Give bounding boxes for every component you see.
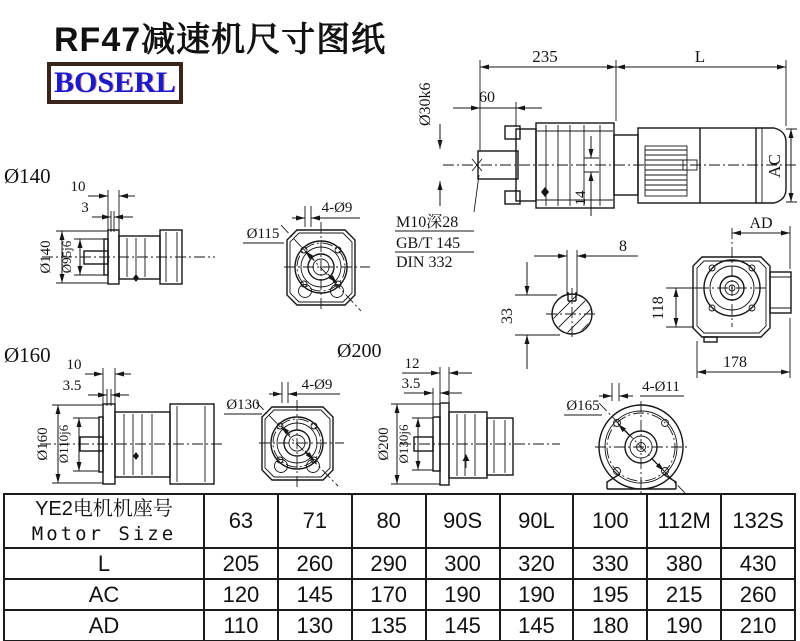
flange160-label: Ø160 <box>4 343 51 367</box>
dim-key-width: 8 <box>619 238 627 255</box>
header-en: Motor Size <box>31 523 177 545</box>
dim-f200-t2: 3.5 <box>401 376 421 392</box>
table-cell: 215 <box>647 579 721 610</box>
row-label: L <box>4 548 204 579</box>
dim-f160-t1: 10 <box>66 357 82 373</box>
dim-f200-outer: Ø200 <box>376 427 392 461</box>
dim-f160-bc: Ø130 <box>226 397 260 413</box>
table-row <box>4 548 795 579</box>
dim-14: 14 <box>573 190 589 206</box>
note-din: DIN 332 <box>396 254 453 271</box>
dim-235: 235 <box>532 47 558 66</box>
thread-spec-note <box>395 175 479 271</box>
col-header: 90L <box>500 494 574 548</box>
dimension-table <box>3 493 796 640</box>
table-cell: 290 <box>352 548 426 579</box>
dim-f160-outer: Ø160 <box>35 427 51 461</box>
table-cell: 110 <box>204 610 278 641</box>
dim-f200-holes: 4-Ø11 <box>642 379 680 395</box>
table-row <box>4 610 795 641</box>
main-side-view <box>417 47 798 269</box>
col-header: 63 <box>204 494 278 548</box>
flange140-side-view <box>4 164 215 284</box>
note-thread: M10深28 <box>396 214 459 231</box>
header-cn: YE2电机机座号 <box>35 498 173 520</box>
table-cell: 135 <box>352 610 426 641</box>
row-label: AD <box>4 610 204 641</box>
motor-rear-view <box>650 228 791 378</box>
table-cell: 190 <box>647 610 721 641</box>
table-cell: 260 <box>721 579 795 610</box>
note-gbt: GB/T 145 <box>396 235 461 252</box>
flange200-label: Ø200 <box>337 340 382 362</box>
table-cell: 145 <box>278 579 352 610</box>
col-header: 100 <box>573 494 647 548</box>
table-cell: 300 <box>426 548 500 579</box>
table-cell: 130 <box>278 610 352 641</box>
dim-AD: AD <box>749 215 773 232</box>
dim-f160-spigot: Ø110j6 <box>56 424 71 464</box>
flange140-front-view <box>243 200 370 312</box>
table-cell: 170 <box>352 579 426 610</box>
table-cell: 145 <box>426 610 500 641</box>
dim-f140-spigot: Ø95j6 <box>59 240 74 274</box>
dim-shaft-dia: Ø30k6 <box>417 82 434 126</box>
dim-f140-holes: 4-Ø9 <box>321 200 353 216</box>
flange160-side-view <box>4 343 222 484</box>
col-header: 132S <box>721 494 795 548</box>
table-header-motor-size <box>4 494 204 548</box>
table-cell: 320 <box>500 548 574 579</box>
flange160-front-view <box>224 377 344 488</box>
dim-f140-t2: 3 <box>81 200 89 216</box>
dim-key-height: 33 <box>499 308 516 324</box>
dim-f160-t2: 3.5 <box>62 378 82 394</box>
table-cell: 380 <box>647 548 721 579</box>
dim-f200-t1: 12 <box>404 356 420 372</box>
table-cell: 330 <box>573 548 647 579</box>
table-cell: 260 <box>278 548 352 579</box>
flange200-front-view <box>564 379 689 493</box>
table-cell: 210 <box>721 610 795 641</box>
dim-f140-t1: 10 <box>70 179 86 195</box>
col-header: 71 <box>278 494 352 548</box>
table-cell: 195 <box>573 579 647 610</box>
shaft-key-section <box>499 238 638 369</box>
dim-178: 178 <box>723 354 747 371</box>
page-title: RF47减速机尺寸图纸 <box>54 21 387 59</box>
col-header: 90S <box>426 494 500 548</box>
col-header: 112M <box>647 494 721 548</box>
dim-60: 60 <box>479 89 495 106</box>
col-header: 80 <box>352 494 426 548</box>
boserl-logo: BOSERL <box>47 62 183 104</box>
dim-AC: AC <box>765 154 784 178</box>
table-cell: 145 <box>500 610 574 641</box>
row-label: AC <box>4 579 204 610</box>
dim-f140-bc: Ø115 <box>246 226 280 242</box>
dim-f200-spigot: Ø130j6 <box>396 424 411 464</box>
table-cell: 430 <box>721 548 795 579</box>
table-row <box>4 579 795 610</box>
dim-f160-holes: 4-Ø9 <box>301 377 333 393</box>
table-cell: 205 <box>204 548 278 579</box>
dim-118: 118 <box>650 296 667 320</box>
table-cell: 180 <box>573 610 647 641</box>
dim-f140-outer: Ø140 <box>38 240 54 274</box>
dim-L: L <box>694 47 706 66</box>
dim-f200-bc: Ø165 <box>566 398 600 414</box>
table-cell: 120 <box>204 579 278 610</box>
table-cell: 190 <box>500 579 574 610</box>
table-cell: 190 <box>426 579 500 610</box>
flange140-label: Ø140 <box>4 164 51 188</box>
